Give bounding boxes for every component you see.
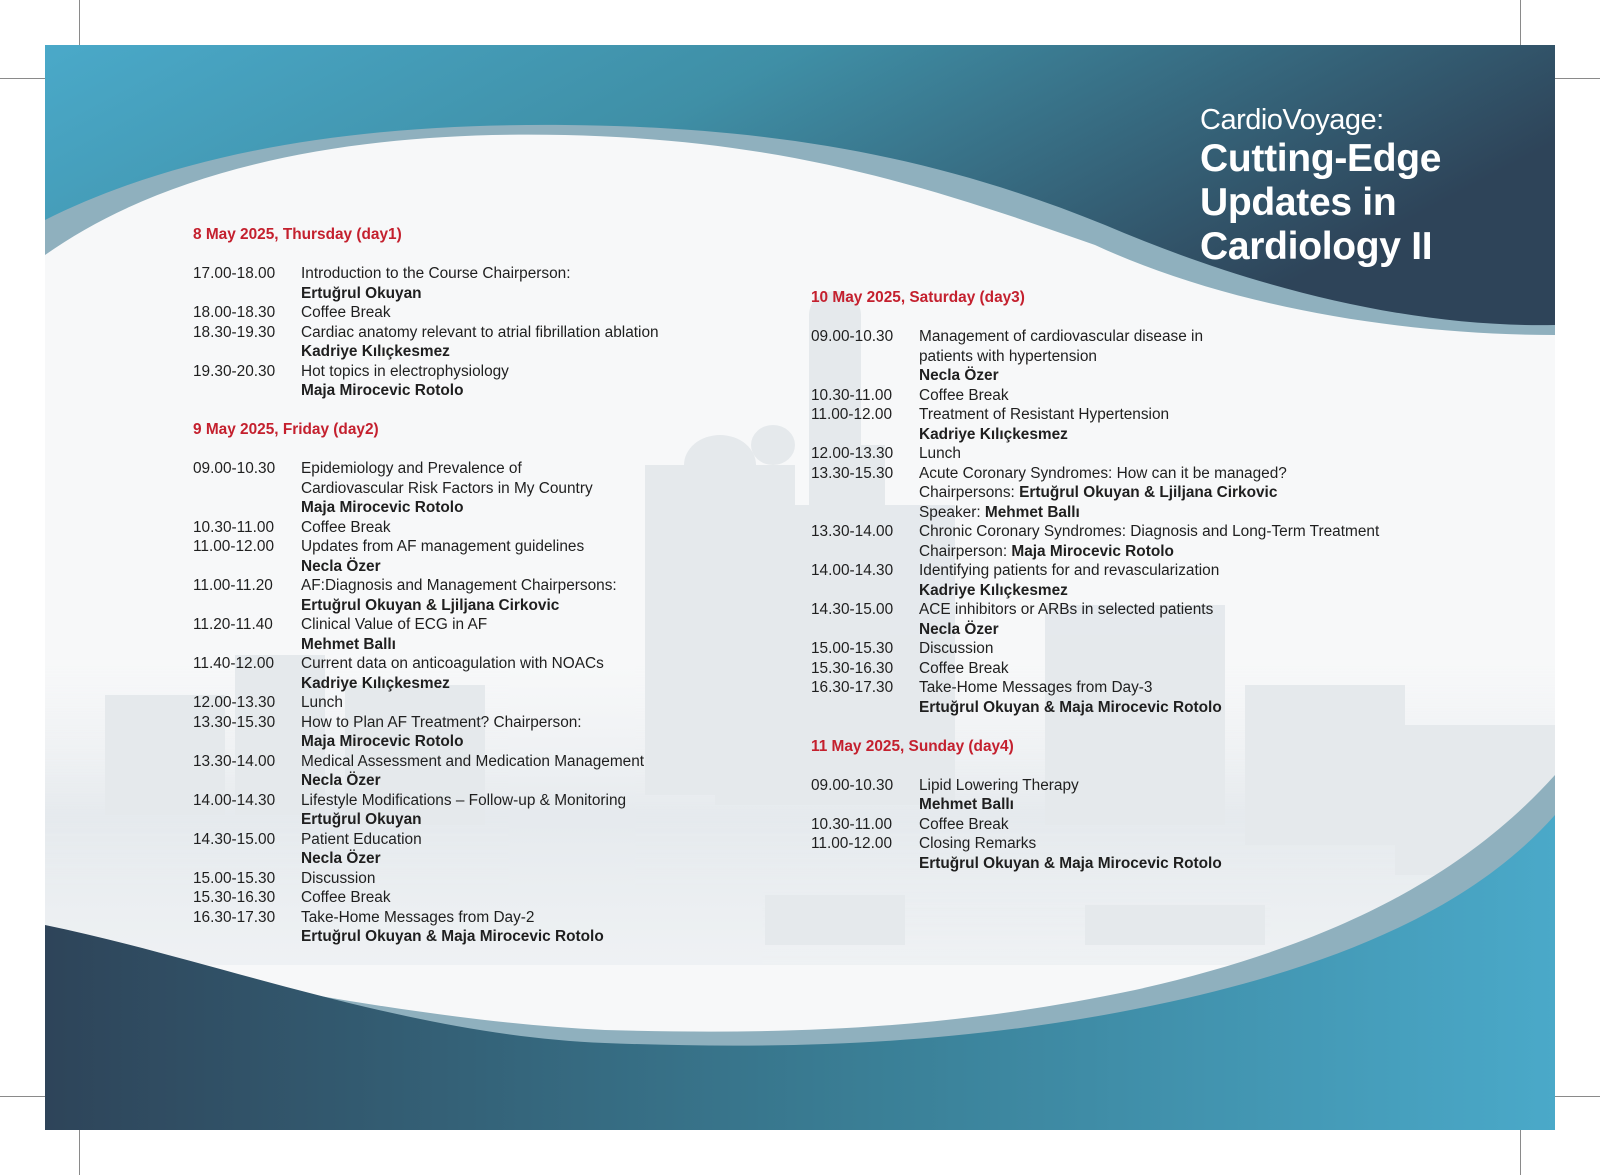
day-block xyxy=(811,737,1379,874)
session-details xyxy=(919,815,1379,835)
session-details xyxy=(919,639,1379,659)
brochure-page xyxy=(45,45,1555,1130)
session-details xyxy=(301,615,659,654)
session-row xyxy=(193,264,659,303)
speaker-name: Kadriye Kılıçkesmez xyxy=(919,425,1068,443)
session-title: Clinical Value of ECG in AF xyxy=(301,616,488,633)
speaker-name: Mehmet Ballı xyxy=(984,503,1080,521)
session-time: 11.20-11.40 xyxy=(193,616,273,633)
session-title: Coffee Break xyxy=(919,659,1009,677)
session-row xyxy=(193,693,659,713)
session-row xyxy=(811,444,1379,464)
session-details xyxy=(301,869,659,889)
session-row xyxy=(193,303,659,323)
session-row xyxy=(193,908,659,947)
session-title: Management of cardiovascular disease in xyxy=(919,328,1204,345)
session-time: 13.30-14.00 xyxy=(193,752,276,770)
session-row xyxy=(193,888,659,908)
session-row xyxy=(811,776,1379,815)
session-time: 13.30-14.00 xyxy=(811,523,894,540)
session-time: 10.30-11.00 xyxy=(811,386,893,404)
session-time: 11.00-11.20 xyxy=(193,577,273,594)
day-title: 8 May 2025, Thursday (day1) xyxy=(193,226,402,243)
session-time: 14.30-15.00 xyxy=(193,830,276,848)
session-details xyxy=(919,561,1379,600)
session-row xyxy=(193,459,659,518)
session-time: 12.00-13.30 xyxy=(193,694,276,711)
session-details xyxy=(301,693,659,713)
speaker-name: Necla Özer xyxy=(301,850,381,867)
session-row xyxy=(193,518,659,538)
session-role-line xyxy=(919,483,1379,503)
day-spacer xyxy=(811,717,1379,737)
session-row xyxy=(811,659,1379,679)
session-time: 11.00-12.00 xyxy=(811,406,893,423)
session-title: Coffee Break xyxy=(919,815,1009,833)
session-time: 13.30-15.30 xyxy=(811,464,894,482)
session-details xyxy=(919,464,1379,523)
speaker-name: Kadriye Kılıçkesmez xyxy=(301,343,450,360)
session-details xyxy=(301,713,659,752)
brand-title-line: Cardiology II xyxy=(1200,225,1433,268)
session-time: 17.00-18.00 xyxy=(193,265,276,282)
session-time: 15.30-16.30 xyxy=(811,659,894,677)
brand-title xyxy=(1200,137,1441,269)
session-title: Treatment of Resistant Hypertension xyxy=(919,406,1170,423)
speaker-name: Necla Özer xyxy=(919,620,999,638)
session-title: How to Plan AF Treatment? Chairperson: xyxy=(301,713,582,731)
session-row xyxy=(193,654,659,693)
day-title: 9 May 2025, Friday (day2) xyxy=(193,421,379,438)
brand-prefix: CardioVoyage: xyxy=(1200,104,1384,136)
session-row xyxy=(811,464,1379,523)
session-time: 10.30-11.00 xyxy=(811,815,893,833)
session-row xyxy=(193,615,659,654)
session-title: Current data on anticoagulation with NOACs xyxy=(301,655,604,672)
session-row xyxy=(193,537,659,576)
session-title: Take-Home Messages from Day-2 xyxy=(301,908,535,926)
speaker-name: Necla Özer xyxy=(919,367,999,384)
session-title: Lipid Lowering Therapy xyxy=(919,776,1079,794)
session-row xyxy=(811,405,1379,444)
session-row xyxy=(811,327,1379,386)
role-label: Speaker: xyxy=(919,503,981,521)
session-time: 13.30-15.30 xyxy=(193,713,276,731)
session-title: Coffee Break xyxy=(301,304,391,321)
session-time: 10.30-11.00 xyxy=(193,518,275,536)
session-details xyxy=(919,327,1379,386)
session-row xyxy=(811,600,1379,639)
session-details xyxy=(301,830,659,869)
speaker-name: Maja Mirocevic Rotolo xyxy=(1011,542,1174,560)
session-time: 15.00-15.30 xyxy=(193,869,276,887)
speaker-name: Necla Özer xyxy=(301,772,381,789)
session-row xyxy=(193,869,659,889)
session-details xyxy=(301,459,659,518)
session-title: Medical Assessment and Medication Management xyxy=(301,752,645,770)
session-role-line xyxy=(919,542,1379,562)
session-details xyxy=(919,678,1379,717)
session-title: Lunch xyxy=(919,445,961,462)
session-time: 16.30-17.30 xyxy=(193,908,276,926)
program-column-left xyxy=(193,225,659,947)
session-time: 14.00-14.30 xyxy=(193,791,276,809)
session-details xyxy=(919,386,1379,406)
session-list xyxy=(193,264,659,401)
speaker-name: Maja Mirocevic Rotolo xyxy=(301,499,464,516)
session-row xyxy=(193,830,659,869)
brand-title-line: Cutting-Edge xyxy=(1200,137,1442,180)
session-details xyxy=(919,444,1379,464)
speaker-name: Kadriye Kılıçkesmez xyxy=(919,581,1068,599)
session-row xyxy=(811,522,1379,561)
speaker-name: Maja Mirocevic Rotolo xyxy=(301,382,464,399)
day-title: 10 May 2025, Saturday (day3) xyxy=(811,289,1025,306)
session-row xyxy=(193,791,659,830)
day-title: 11 May 2025, Sunday (day4) xyxy=(811,737,1014,755)
session-list xyxy=(811,327,1379,717)
session-title: Identifying patients for and revascularization xyxy=(919,562,1220,579)
session-details xyxy=(919,834,1379,873)
speaker-name: Ertuğrul Okuyan & Maja Mirocevic Rotolo xyxy=(301,928,604,945)
speaker-name: Ertuğrul Okuyan & Ljiljana Cirkovic xyxy=(301,596,560,614)
session-details xyxy=(919,659,1379,679)
session-details xyxy=(919,405,1379,444)
session-title: Coffee Break xyxy=(919,386,1009,404)
session-details xyxy=(301,518,659,538)
session-time: 15.30-16.30 xyxy=(193,889,276,906)
program-column-right xyxy=(811,288,1379,873)
day-spacer xyxy=(193,401,659,421)
session-details xyxy=(919,776,1379,815)
session-list xyxy=(811,776,1379,874)
session-row xyxy=(811,561,1379,600)
brand-title-block xyxy=(1200,103,1441,269)
session-title: Discussion xyxy=(301,869,376,887)
session-details xyxy=(301,537,659,576)
session-time: 18.00-18.30 xyxy=(193,304,276,321)
session-row xyxy=(193,576,659,615)
session-title: patients with hypertension xyxy=(919,347,1097,365)
session-time: 16.30-17.30 xyxy=(811,679,894,696)
session-time: 18.30-19.30 xyxy=(193,323,276,341)
role-label: Chairperson: xyxy=(919,542,1008,560)
session-title: Epidemiology and Prevalence of xyxy=(301,460,522,477)
session-details xyxy=(301,654,659,693)
speaker-name: Maja Mirocevic Rotolo xyxy=(301,733,464,750)
session-row xyxy=(193,752,659,791)
day-block xyxy=(193,225,659,401)
session-row xyxy=(193,713,659,752)
session-details xyxy=(919,522,1379,561)
session-details xyxy=(919,600,1379,639)
session-title: Acute Coronary Syndromes: How can it be managed? xyxy=(919,464,1287,482)
day-block xyxy=(193,420,659,947)
session-title: Hot topics in electrophysiology xyxy=(301,362,509,380)
session-role-line xyxy=(919,503,1379,523)
session-details xyxy=(301,264,659,303)
session-details xyxy=(301,576,659,615)
speaker-name: Ertuğrul Okuyan & Ljiljana Cirkovic xyxy=(1019,484,1278,501)
brand-title-line: Updates in xyxy=(1200,181,1397,224)
role-label: Chairpersons: xyxy=(919,484,1015,501)
session-title: Take-Home Messages from Day-3 xyxy=(919,679,1153,696)
speaker-name: Mehmet Ballı xyxy=(301,635,396,653)
session-row xyxy=(193,323,659,362)
session-title: Closing Remarks xyxy=(919,835,1037,852)
session-time: 14.00-14.30 xyxy=(811,562,894,579)
session-title: Discussion xyxy=(919,640,994,657)
session-row xyxy=(811,639,1379,659)
session-details xyxy=(301,323,659,362)
session-title: Patient Education xyxy=(301,830,422,848)
session-time: 09.00-10.30 xyxy=(811,328,894,345)
session-details xyxy=(301,888,659,908)
speaker-name: Kadriye Kılıçkesmez xyxy=(301,674,450,692)
speaker-name: Ertuğrul Okuyan & Maja Mirocevic Rotolo xyxy=(919,854,1222,872)
session-title: Introduction to the Course Chairperson: xyxy=(301,265,571,282)
session-title: Lunch xyxy=(301,694,343,711)
session-title: Cardiovascular Risk Factors in My Country xyxy=(301,479,593,497)
speaker-name: Mehmet Ballı xyxy=(919,796,1014,813)
session-time: 14.30-15.00 xyxy=(811,601,894,618)
session-time: 15.00-15.30 xyxy=(811,640,894,657)
day-block xyxy=(811,288,1379,717)
session-title: Chronic Coronary Syndromes: Diagnosis and Long-Term Treatment xyxy=(919,523,1380,540)
speaker-name: Ertuğrul Okuyan xyxy=(301,284,422,302)
session-time: 19.30-20.30 xyxy=(193,362,276,380)
speaker-name: Ertuğrul Okuyan & Maja Mirocevic Rotolo xyxy=(919,698,1222,716)
session-title: Coffee Break xyxy=(301,518,391,536)
session-details xyxy=(301,908,659,947)
speaker-name: Ertuğrul Okuyan xyxy=(301,811,422,828)
session-time: 11.00-12.00 xyxy=(811,835,893,852)
session-time: 11.00-12.00 xyxy=(193,538,275,555)
session-time: 09.00-10.30 xyxy=(811,776,894,794)
session-details xyxy=(301,791,659,830)
session-title: AF:Diagnosis and Management Chairpersons: xyxy=(301,577,617,594)
session-time: 12.00-13.30 xyxy=(811,445,894,462)
session-title: Coffee Break xyxy=(301,889,391,906)
session-title: ACE inhibitors or ARBs in selected patients xyxy=(919,601,1214,618)
session-title: Updates from AF management guidelines xyxy=(301,538,585,555)
session-list xyxy=(193,459,659,947)
session-details xyxy=(301,752,659,791)
speaker-name: Necla Özer xyxy=(301,557,381,575)
session-time: 11.40-12.00 xyxy=(193,655,275,672)
session-row xyxy=(811,815,1379,835)
session-details xyxy=(301,303,659,323)
session-title: Lifestyle Modifications – Follow-up & Monitoring xyxy=(301,791,627,809)
session-row xyxy=(193,362,659,401)
session-row xyxy=(811,834,1379,873)
session-details xyxy=(301,362,659,401)
session-title: Cardiac anatomy relevant to atrial fibrillation ablation xyxy=(301,323,659,341)
session-row xyxy=(811,678,1379,717)
session-row xyxy=(811,386,1379,406)
session-time: 09.00-10.30 xyxy=(193,460,276,477)
